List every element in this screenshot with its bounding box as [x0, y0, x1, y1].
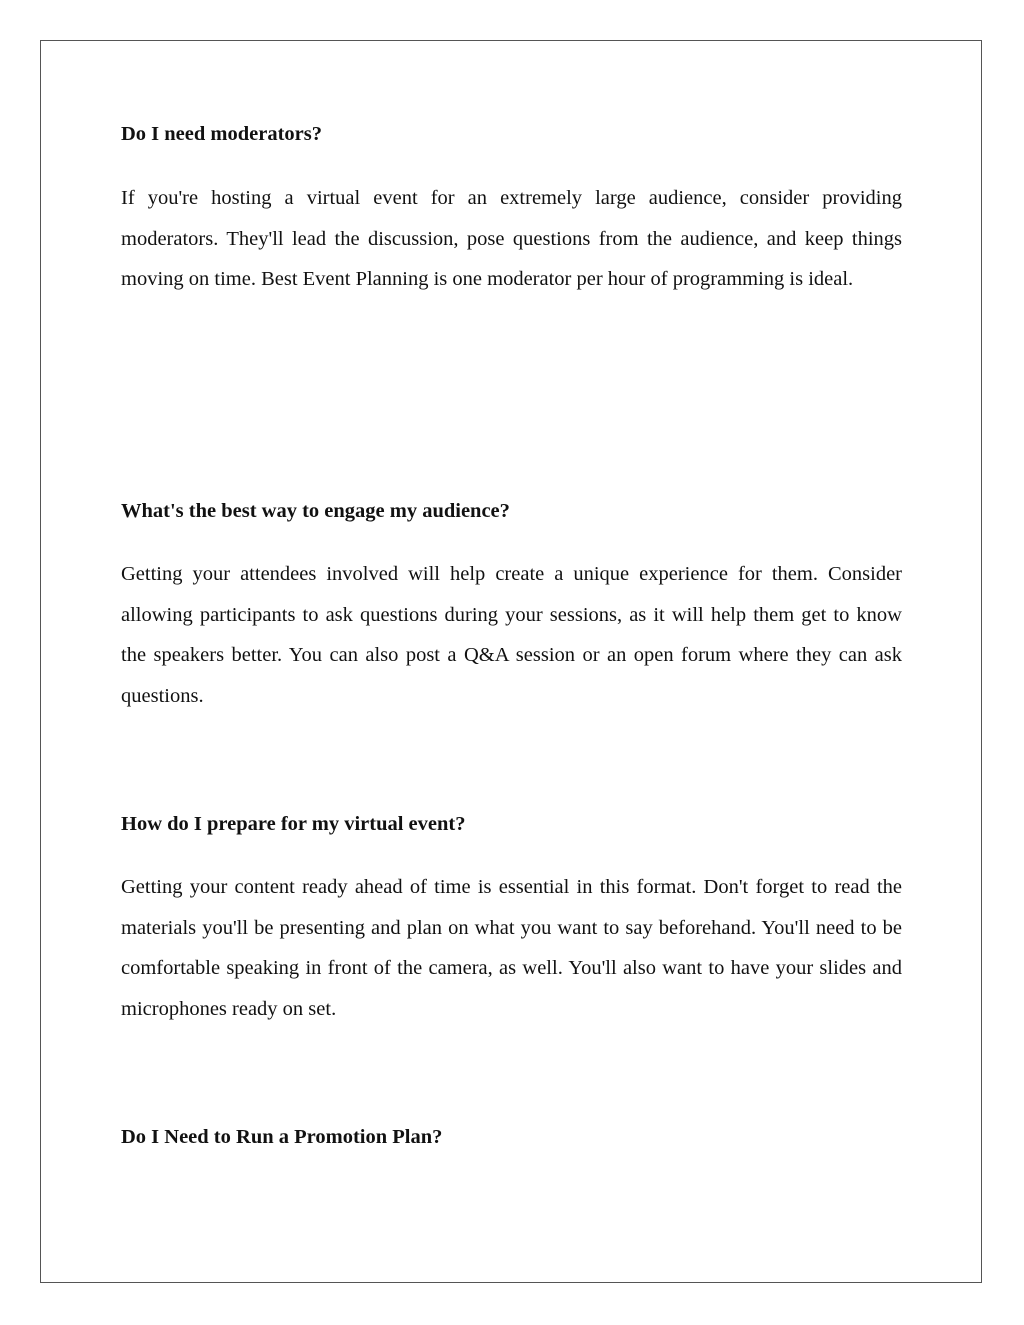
- section-heading-prepare-event: How do I prepare for my virtual event?: [121, 813, 466, 835]
- section-body-prepare-event: Getting your content ready ahead of time is essential in this format. Don't forget to read the materials you'll be presenting and plan on what you want to say beforehand. You'll need to be comfortable speaking in front of the camera, as well. You'll also want to have your slides and microphones ready on set.: [121, 876, 902, 1020]
- section-heading-promotion-plan: Do I Need to Run a Promotion Plan?: [121, 1126, 443, 1148]
- section-body-engage-audience: Getting your attendees involved will help create a unique experience for them. Consider allowing participants to ask questions during your sessions, as it will help them get to know the speakers better. You can also post a Q&A session or an open forum where they can ask questions.: [121, 563, 902, 707]
- section-heading-moderators: Do I need moderators?: [121, 123, 322, 145]
- section-body-moderators: If you're hosting a virtual event for an extremely large audience, consider providing moderators. They'll lead the discussion, pose questions from the audience, and keep things moving on time. Best Event Planning is one moderator per hour of programming is ideal.: [121, 187, 902, 290]
- section-heading-engage-audience: What's the best way to engage my audience?: [121, 500, 510, 522]
